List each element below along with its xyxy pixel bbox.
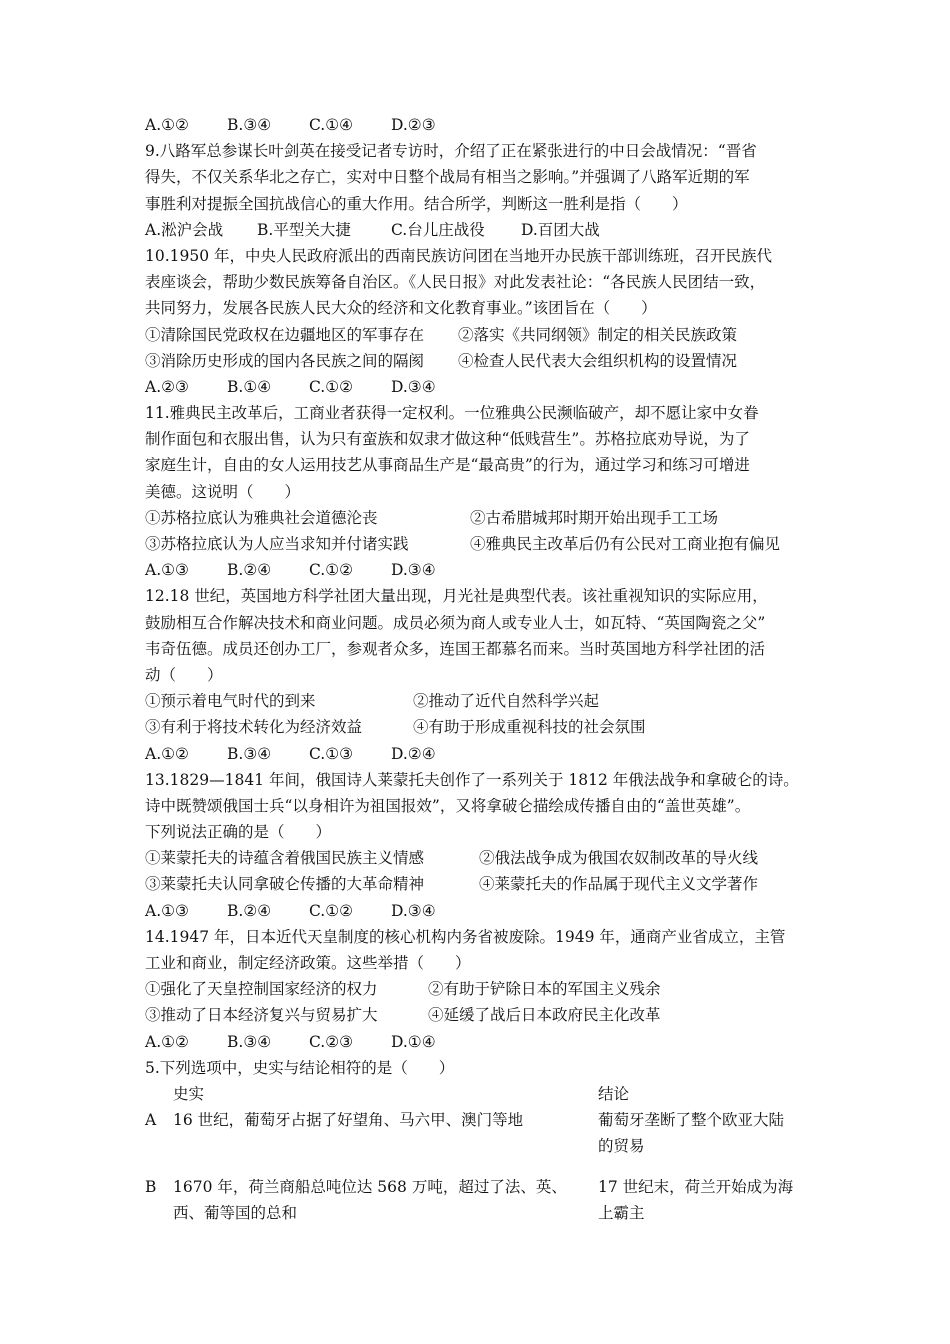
q9-option-a: A.淞沪会战 xyxy=(145,220,224,239)
fact-line: 16 世纪，葡萄牙占据了好望角、马六甲、澳门等地 xyxy=(173,1111,524,1130)
header-fact: 史实 xyxy=(173,1084,205,1103)
exam-page xyxy=(145,112,810,1226)
q11-statement-1: ①苏格拉底认为雅典社会道德沦丧 xyxy=(145,508,378,527)
q13-option-b: B.②④ xyxy=(227,901,272,920)
q8-option-d: D.②③ xyxy=(391,116,436,134)
q11-stem-line: 制作面包和衣服出售，认为只有蛮族和奴隶才做这种“低贱营生”。苏格拉底劝导说，为了 xyxy=(145,430,750,449)
q11-option-c: C.①② xyxy=(309,561,354,580)
q14-option-a: A.①② xyxy=(145,1032,189,1051)
q10-option-c: C.①② xyxy=(309,377,354,396)
q10-option-b: B.①④ xyxy=(227,377,272,396)
q10-statement-1: ①清除国民党政权在边疆地区的军事存在 xyxy=(145,325,425,344)
q9-option-b: B.平型关大捷 xyxy=(257,220,351,239)
q11-stem-line: 11.雅典民主改革后，工商业者获得一定权利。一位雅典公民濒临破产，却不愿让家中女眷 xyxy=(145,404,759,423)
q12-statement-3: ③有利于将技术转化为经济效益 xyxy=(145,718,363,737)
q10-statements-row xyxy=(145,348,810,374)
q14-statement-2: ②有助于铲除日本的军国主义残余 xyxy=(428,980,661,999)
q10-option-d: D.③④ xyxy=(391,377,436,396)
q12-stem-line: 12.18 世纪，英国地方科学社团大量出现，月光社是典型代表。该社重视知识的实际应用， xyxy=(145,587,768,606)
q14-option-d: D.①④ xyxy=(391,1032,436,1051)
q13-statements-row xyxy=(145,871,810,897)
q9-options xyxy=(145,217,810,243)
q11-statement-3: ③苏格拉底认为人应当求知并付诸实践 xyxy=(145,535,409,553)
q13-stem-line: 下列说法正确的是（ ） xyxy=(145,823,332,842)
q13-statements-row xyxy=(145,845,810,871)
q9-option-c: C.台儿庄战役 xyxy=(391,220,485,239)
q12-option-d: D.②④ xyxy=(391,744,436,763)
q13-statement-4: ④莱蒙托夫的作品属于现代主义文学著作 xyxy=(479,875,759,894)
q12-statements-row xyxy=(145,688,810,714)
q14-statements-row xyxy=(145,1002,810,1028)
q8-option-b: B.③④ xyxy=(227,116,272,134)
q9-stem-line: 事胜利对提振全国抗战信心的重大作用。结合所学，判断这一胜利是指（ ） xyxy=(145,194,688,213)
q9-option-d: D.百团大战 xyxy=(521,220,600,239)
fact-line: 1670 年，荷兰商船总吨位达 568 万吨，超过了法、英、 xyxy=(173,1177,567,1196)
q14-statement-4: ④延缓了战后日本政府民主化改革 xyxy=(428,1006,661,1025)
question-11 xyxy=(145,400,810,583)
q14-options xyxy=(145,1029,810,1055)
q10-statement-3: ③消除历史形成的国内各民族之间的隔阂 xyxy=(145,351,425,370)
q11-stem-line: 美德。这说明（ ） xyxy=(145,482,301,501)
q12-option-a: A.①② xyxy=(145,744,189,763)
row-letter: B xyxy=(145,1177,157,1196)
q11-option-b: B.②④ xyxy=(227,561,272,580)
q12-option-b: B.③④ xyxy=(227,744,272,763)
q11-options xyxy=(145,557,810,583)
q10-option-a: A.②③ xyxy=(145,377,189,396)
q9-stem-line: 得失，不仅关系华北之存亡，实对中日整个战局有相当之影响。”并强调了八路军近期的军 xyxy=(145,168,750,187)
q8-option-a: A.①② xyxy=(145,116,189,134)
q10-statement-2: ②落实《共同纲领》制定的相关民族政策 xyxy=(458,325,738,344)
q13-stem-line: 诗中既赞颂俄国士兵“以身相许为祖国报效”，又将拿破仑描绘成传播自由的“盖世英雄”。 xyxy=(145,796,751,815)
q12-stem-line: 韦奇伍德。成员还创办工厂，参观者众多，连国王都慕名而来。当时英国地方科学社团的活 xyxy=(145,639,766,658)
q15-stem: 5.下列选项中，史实与结论相符的是（ ） xyxy=(145,1058,455,1077)
q9-stem-line: 9.八路军总参谋长叶剑英在接受记者专访时，介绍了正在紧张进行的中日会战情况：“晋省 xyxy=(145,142,757,161)
q12-options xyxy=(145,741,810,767)
q12-statement-2: ②推动了近代自然科学兴起 xyxy=(413,692,600,711)
q12-statement-1: ①预示着电气时代的到来 xyxy=(145,692,316,711)
q11-statements-row xyxy=(145,531,810,557)
q10-options xyxy=(145,374,810,400)
q10-stem-line: 表座谈会，帮助少数民族筹备自治区。《人民日报》对此发表社论：“各民族人民团结一致， xyxy=(145,273,766,292)
q14-stem-line: 工业和商业，制定经济政策。这些举措（ ） xyxy=(145,954,471,972)
table-row xyxy=(145,1107,810,1159)
q14-statement-1: ①强化了天皇控制国家经济的权力 xyxy=(145,980,378,999)
conclusion-line: 葡萄牙垄断了整个欧亚大陆 xyxy=(598,1111,785,1130)
q14-option-b: B.③④ xyxy=(227,1032,272,1051)
q13-statement-1: ①莱蒙托夫的诗蕴含着俄国民族主义情感 xyxy=(145,849,425,868)
q12-statement-4: ④有助于形成重视科技的社会氛围 xyxy=(413,718,646,737)
conclusion-line: 上霸主 xyxy=(598,1203,645,1222)
question-15 xyxy=(145,1055,810,1226)
q13-statement-3: ③莱蒙托夫认同拿破仑传播的大革命精神 xyxy=(145,875,425,894)
q11-statements-row xyxy=(145,505,810,531)
q14-option-c: C.②③ xyxy=(309,1032,354,1051)
conclusion-line: 的贸易 xyxy=(598,1137,645,1156)
q11-stem-line: 家庭生计，自由的女人运用技艺从事商品生产是“最高贵”的行为，通过学习和练习可增进 xyxy=(145,456,750,475)
question-13 xyxy=(145,767,810,924)
fact-line: 西、葡等国的总和 xyxy=(173,1203,298,1222)
q10-stem-line: 10.1950 年，中央人民政府派出的西南民族访问团在当地开办民族干部训练班，召开民族代 xyxy=(145,246,773,265)
q13-option-c: C.①② xyxy=(309,901,354,920)
q12-stem-line: 鼓励相互合作解决技术和商业问题。成员必须为商人或专业人士，如瓦特、“英国陶瓷之父” xyxy=(145,613,766,632)
q14-stem-line: 14.1947 年，日本近代天皇制度的核心机构内务省被废除。1949 年，通商产业省成立，主管 xyxy=(145,927,786,946)
q10-statements-row xyxy=(145,322,810,348)
q13-stem-line: 13.1829—1841 年间，俄国诗人莱蒙托夫创作了一系列关于 1812 年俄法战争和拿破仑的诗。 xyxy=(145,770,799,789)
question-14 xyxy=(145,924,810,1055)
q13-option-a: A.①③ xyxy=(145,901,189,920)
question-12 xyxy=(145,583,810,766)
q8-options xyxy=(145,112,810,138)
q13-option-d: D.③④ xyxy=(391,901,436,920)
q13-statement-2: ②俄法战争成为俄国农奴制改革的导火线 xyxy=(479,849,759,868)
question-9 xyxy=(145,138,810,243)
question-10 xyxy=(145,243,810,400)
q11-option-d: D.③④ xyxy=(391,561,436,580)
conclusion-line: 17 世纪末，荷兰开始成为海 xyxy=(598,1177,794,1196)
q11-statement-4: ④雅典民主改革后仍有公民对工商业抱有偏见 xyxy=(470,535,781,553)
q14-statements-row xyxy=(145,976,810,1002)
header-conclusion: 结论 xyxy=(598,1084,630,1103)
q10-statement-4: ④检查人民代表大会组织机构的设置情况 xyxy=(458,351,738,370)
q12-option-c: C.①③ xyxy=(309,744,354,763)
facts-table-header xyxy=(145,1081,810,1107)
table-row xyxy=(145,1160,810,1226)
q11-option-a: A.①③ xyxy=(145,561,189,580)
q13-options xyxy=(145,898,810,924)
q14-statement-3: ③推动了日本经济复兴与贸易扩大 xyxy=(145,1006,378,1025)
facts-table xyxy=(145,1081,810,1226)
q12-stem-line: 动（ ） xyxy=(145,665,223,684)
q12-statements-row xyxy=(145,714,810,740)
q8-option-c: C.①④ xyxy=(309,116,354,134)
row-letter: A xyxy=(145,1111,157,1130)
q10-stem-line: 共同努力，发展各民族人民大众的经济和文化教育事业。”该团旨在（ ） xyxy=(145,299,657,318)
q11-statement-2: ②古希腊城邦时期开始出现手工工场 xyxy=(470,508,719,527)
